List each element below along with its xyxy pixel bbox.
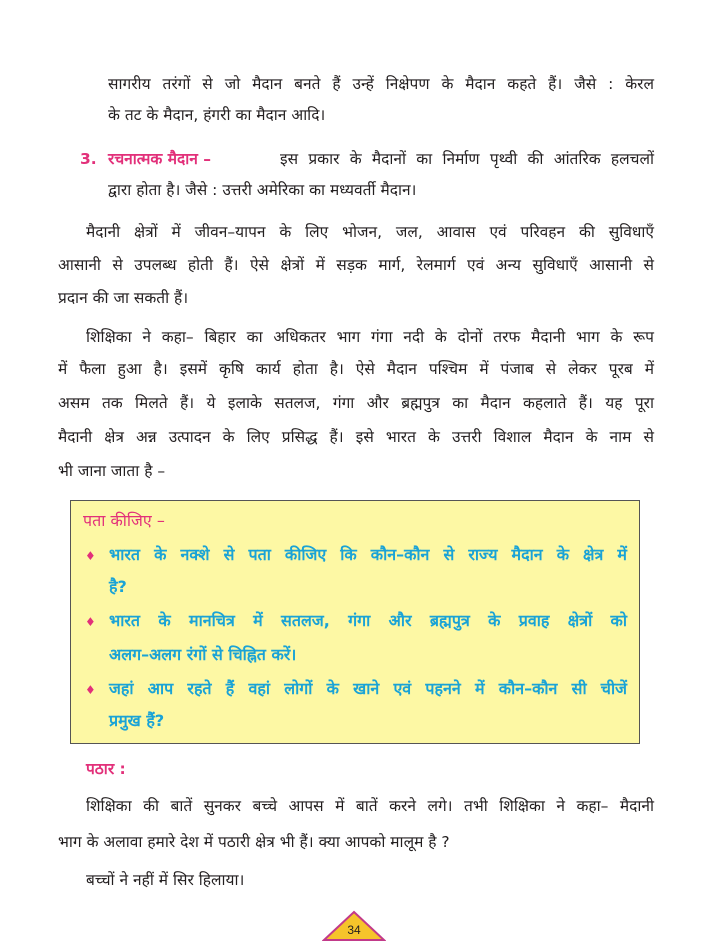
paragraph-line: भी जाना जाता है – (58, 462, 166, 480)
item-title: रचनात्मक मैदान – (108, 150, 211, 168)
activity-title: पता कीजिए – (83, 511, 165, 530)
activity-item-line: प्रमुख हैं? (109, 711, 165, 730)
activity-box (70, 500, 640, 744)
paragraph-line: इस प्रकार के मैदानों का निर्माण पृथ्वी की आंतरिक हलचलों (280, 150, 654, 168)
diamond-bullet-icon: ♦ (85, 549, 96, 563)
activity-item-line: भारत के नक्शे से पता कीजिए कि कौन–कौन से राज्य मैदान के क्षेत्र में (109, 545, 627, 564)
paragraph-line: द्वारा होता है। जैसे : उत्तरी अमेरिका का मध्यवर्ती मैदान। (108, 181, 417, 199)
paragraph-line: प्रदान की जा सकती हैं। (58, 289, 189, 307)
paragraph-line: बच्चों ने नहीं में सिर हिलाया। (86, 871, 245, 889)
diamond-bullet-icon: ♦ (85, 615, 96, 629)
page-number: 34 (347, 923, 361, 937)
paragraph-line: सागरीय तरंगों से जो मैदान बनते हैं उन्हें निक्षेपण के मैदान कहते हैं। जैसे : केरल (108, 75, 654, 93)
activity-item-line: अलग–अलग रंगों से चिह्नित करें। (109, 645, 297, 664)
paragraph-line: के तट के मैदान, हंगरी का मैदान आदि। (108, 106, 326, 124)
diamond-bullet-icon: ♦ (85, 683, 96, 697)
activity-item-line: भारत के मानचित्र में सतलज, गंगा और ब्रह्मपुत्र के प्रवाह क्षेत्रों को (109, 611, 627, 630)
paragraph-line: में फैला हुआ है। इसमें कृषि कार्य होता है। ऐसे मैदान पश्चिम में पंजाब से लेकर पूरब में (58, 360, 654, 378)
activity-item-line: जहां आप रहते हैं वहां लोगों के खाने एवं पहनने में कौन–कौन सी चीजें (109, 679, 627, 698)
paragraph-line: शिक्षिका की बातें सुनकर बच्चे आपस में बातें करने लगे। तभी शिक्षिका ने कहा– मैदानी (86, 797, 654, 815)
paragraph-line: शिक्षिका ने कहा– बिहार का अधिकतर भाग गंगा नदी के दोनों तरफ मैदानी भाग के रूप (86, 328, 654, 346)
section-heading: पठार : (86, 760, 126, 778)
page-number-badge (322, 910, 386, 942)
activity-item-line: है? (109, 577, 127, 596)
paragraph-line: मैदानी क्षेत्रों में जीवन–यापन के लिए भोजन, जल, आवास एवं परिवहन की सुविधाएँ (86, 223, 654, 241)
paragraph-line: मैदानी क्षेत्र अन्न उत्पादन के लिए प्रसिद्ध हैं। इसे भारत के उत्तरी विशाल मैदान के नाम से (58, 428, 654, 446)
list-number: 3. (80, 150, 97, 168)
paragraph-line: आसानी से उपलब्ध होती हैं। ऐसे क्षेत्रों में सड़क मार्ग, रेलमार्ग एवं अन्य सुविधाएँ आसानी से (58, 256, 654, 274)
paragraph-line: असम तक मिलते हैं। ये इलाके सतलज, गंगा और ब्रह्मपुत्र का मैदान कहलाते हैं। यह पूरा (58, 394, 654, 412)
paragraph-line: भाग के अलावा हमारे देश में पठारी क्षेत्र भी हैं। क्या आपको मालूम है ? (58, 833, 450, 851)
